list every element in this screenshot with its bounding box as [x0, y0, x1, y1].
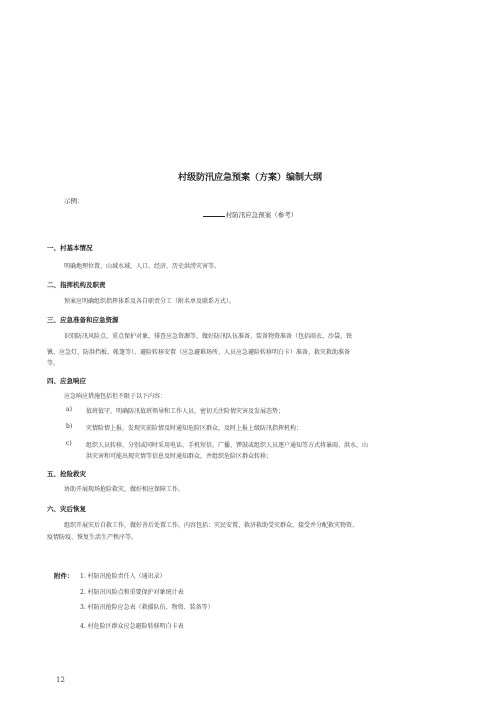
section-heading-1: 一、村基本情况	[47, 244, 93, 252]
section-3-line-1: 识别防汛风险点、重点保护对象，排查应急资源等，做好防汛队伍准备、装备物资准备（包括雨衣、沙袋、铁	[64, 333, 353, 340]
list-item-marker-c: c)	[66, 440, 72, 447]
attachments-label: 附件：	[54, 572, 74, 580]
section-2-line-1: 预案应明确组织指挥体系及各自职责分工（附名单及联系方式）。	[64, 298, 236, 305]
section-3-line-2: 锹、应急灯、防洪挡板、帐篷等）、避险转移安置（应急避难场所、人员应急避险转移明白卡）准备、救灾救助准备	[47, 349, 351, 356]
list-item-a-text: 值班值守，明确防汛值班领导和工作人员，密切关注险情灾害及发展态势；	[86, 408, 285, 415]
blank-underline	[203, 210, 225, 217]
attachment-3: 3. 村防汛抢险应急表（救援队伍、物资、装备等）	[80, 604, 214, 611]
section-3-line-3: 等。	[47, 360, 60, 367]
attachment-1: 1. 村防汛抢险责任人（通讯录）	[80, 573, 166, 580]
section-heading-6: 六、灾后恢复	[47, 505, 86, 513]
example-label: 示例：	[64, 197, 84, 205]
section-4-line-1: 应急响应措施包括但不限于以下内容：	[64, 393, 167, 400]
list-item-b-text: 灾情险情上报，发现灾前险情及时通知危险区群众，及时上报上级防汛指挥机构；	[86, 425, 303, 432]
section-1-line-1: 明确地理位置、山域水域、人口、经济、历史洪涝灾害等。	[64, 263, 221, 270]
section-heading-5: 五、抢险救灾	[47, 470, 86, 478]
section-heading-2: 二、指挥机构及职责	[47, 281, 106, 289]
attachment-2: 2. 村防汛风险点和重要保护对象统计表	[80, 589, 184, 596]
document-title: 村级防汛应急预案（方案）编制大纲	[177, 173, 322, 183]
page-number: 12	[56, 676, 65, 684]
subtitle	[0, 210, 500, 219]
list-item-marker-a: a)	[66, 406, 72, 413]
subtitle-text: 村防汛应急预案（参考）	[225, 211, 298, 219]
section-6-line-1: 组织开展灾后自救工作，做好善后处置工作，内容包括：灾民安置、救济救助受灾群众、接受并分配救灾物资、	[64, 522, 359, 529]
list-item-marker-b: b)	[66, 423, 73, 430]
section-heading-4: 四、应急响应	[47, 377, 86, 385]
attachment-4: 4. 村危险区群众应急避险转移明白卡表	[80, 623, 184, 630]
section-5-line-1: 协助开展现场抢险救灾，做好相应保障工作。	[64, 486, 185, 493]
list-item-c-text-1: 组织人员转移，分别或同时采用电话、手机短信、广播、锣鼓或组织人员逐户通知等方式将暴雨、洪水、山	[86, 442, 369, 449]
list-item-c-text-2: 洪灾害和可能出现灾情等信息及时通知群众，并组织危险区群众转移；	[86, 453, 273, 460]
section-heading-3: 三、应急准备和应急资源	[47, 316, 119, 324]
section-6-line-2: 疫情防疫、恢复生活生产秩序等。	[47, 534, 138, 541]
